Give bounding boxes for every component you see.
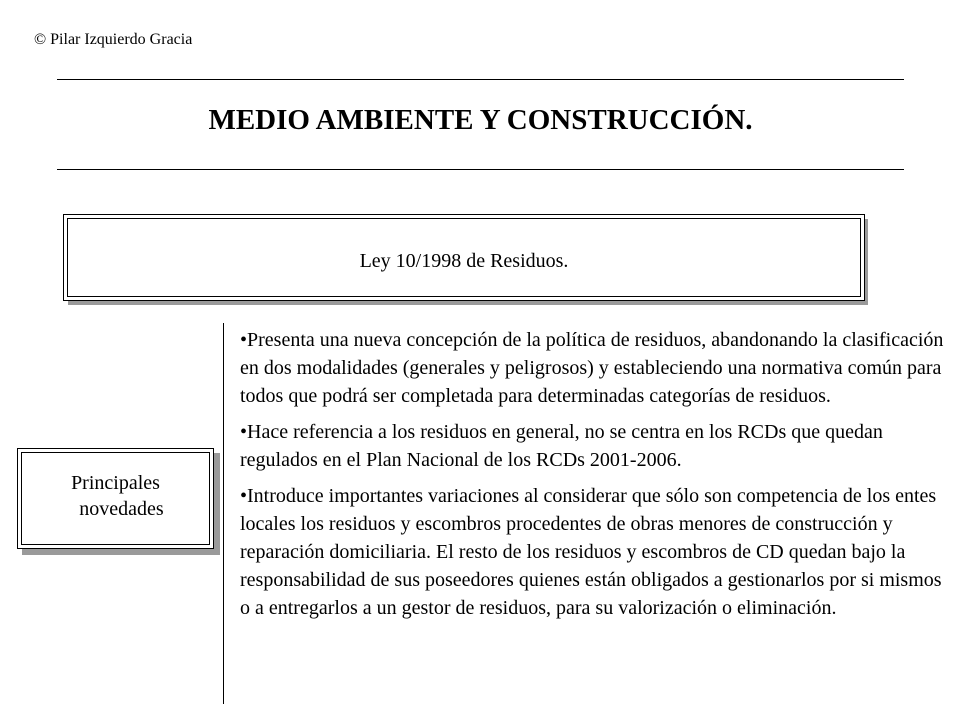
- law-title-box: [63, 214, 865, 301]
- novelties-box-inner: [21, 452, 210, 545]
- copyright-notice: © Pilar Izquierdo Gracia: [34, 31, 193, 48]
- bullet-list: [240, 326, 952, 630]
- vertical-divider: [223, 323, 224, 704]
- law-title-label: Ley 10/1998 de Residuos.: [359, 250, 569, 272]
- bullet-item: •Presenta una nueva concepción de la política de residuos, abandonando la clasificación en dos modalidades (generales y peligrosos) y estableciendo una normativa común para todos que podrá ser completada para determinadas categorías de residuos.: [240, 329, 944, 407]
- law-title-box-inner: [67, 218, 861, 297]
- bullet-item: •Introduce importantes variaciones al considerar que sólo son competencia de los entes locales los residuos y escombros procedentes de obras menores de construcción y reparación domiciliaria. El resto de los residuos y escombros de CD quedan bajo la responsabilidad de sus poseedores quienes están obligados a gestionarlos por si mismos o a entregarlos a un gestor de residuos, para su valorización o eliminación.: [240, 485, 942, 619]
- slide-title: MEDIO AMBIENTE Y CONSTRUCCIÓN.: [208, 104, 753, 136]
- bullet-item: •Hace referencia a los residuos en general, no se centra en los RCDs que quedan regulados en el Plan Nacional de los RCDs 2001-2006.: [240, 421, 883, 471]
- novelties-label-line2: novedades: [79, 497, 164, 520]
- title-bottom-rule: [57, 169, 904, 170]
- novelties-label-line1: Principales: [71, 471, 160, 494]
- novelties-box: [17, 448, 214, 549]
- title-top-rule: [57, 79, 904, 80]
